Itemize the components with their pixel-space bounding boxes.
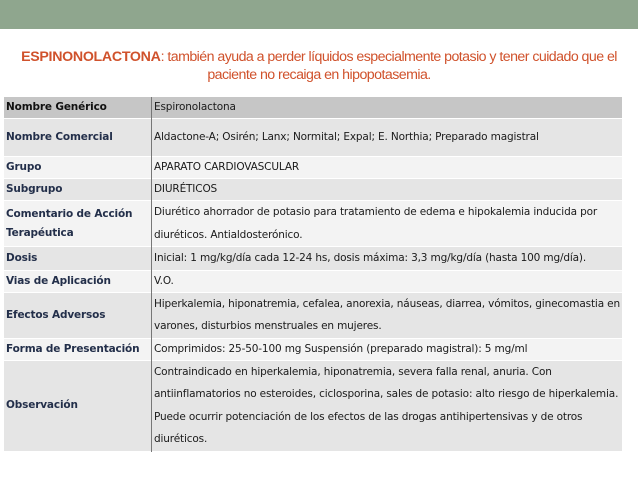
top-decorative-band: [0, 0, 638, 29]
row-value: DIURÉTICOS: [152, 179, 623, 201]
row-value: Diurético ahorrador de potasio para tratamiento de edema e hipokalemia inducida por diuréticos. Antialdosterónico.: [152, 201, 623, 247]
table-row-subgrupo: [4, 179, 622, 201]
table-row-grupo: [4, 157, 622, 179]
table-row-observacion: [4, 360, 622, 451]
row-value: V.O.: [152, 270, 623, 292]
row-label: Nombre Genérico: [4, 97, 152, 119]
row-label: Dosis: [4, 247, 152, 271]
row-label: Comentario de Acción Terapéutica: [4, 201, 152, 247]
row-label: Grupo: [4, 157, 152, 179]
table-row-dosis: [4, 247, 622, 271]
table-row-comentario: [4, 201, 622, 247]
table-row-nombre-generico: [4, 97, 622, 119]
row-value: APARATO CARDIOVASCULAR: [152, 157, 623, 179]
row-value: Hiperkalemia, hiponatremia, cefalea, anorexia, náuseas, diarrea, vómitos, ginecomastia en varones, disturbios menstruales en mujeres.: [152, 292, 623, 338]
row-value: Inicial: 1 mg/kg/día cada 12-24 hs, dosis máxima: 3,3 mg/kg/día (hasta 100 mg/día).: [152, 247, 623, 271]
row-label: Subgrupo: [4, 179, 152, 201]
row-label: Observación: [4, 360, 152, 451]
table-row-vias: [4, 270, 622, 292]
row-value: Contraindicado en hiperkalemia, hiponatremia, severa falla renal, anuria. Con antiinflamatorios no esteroides, ciclosporina, sales de potasio: alto riesgo de hiperkalemia. Puede ocurrir potenciación de los efectos de las drogas antihipertensivas y de otros diuréticos.: [152, 360, 623, 451]
row-label: Vias de Aplicación: [4, 270, 152, 292]
drug-info-table: [4, 97, 622, 452]
table-row-efectos: [4, 292, 622, 338]
row-label: Nombre Comercial: [4, 119, 152, 157]
slide-title: [14, 48, 624, 84]
row-value: Comprimidos: 25-50-100 mg Suspensión (preparado magistral): 5 mg/ml: [152, 338, 623, 360]
table-row-forma: [4, 338, 622, 360]
slide-title-description: : también ayuda a perder líquidos especialmente potasio y tener cuidado que el paciente no recaiga en hipopotasemia.: [160, 49, 617, 83]
row-value: Aldactone-A; Osirén; Lanx; Normital; Expal; E. Northia; Preparado magistral: [152, 119, 623, 157]
slide-title-drug-name: ESPINONOLACTONA: [21, 49, 161, 65]
row-value: Espironolactona: [152, 97, 623, 119]
row-label: Efectos Adversos: [4, 292, 152, 338]
row-label: Forma de Presentación: [4, 338, 152, 360]
table-row-nombre-comercial: [4, 119, 622, 157]
